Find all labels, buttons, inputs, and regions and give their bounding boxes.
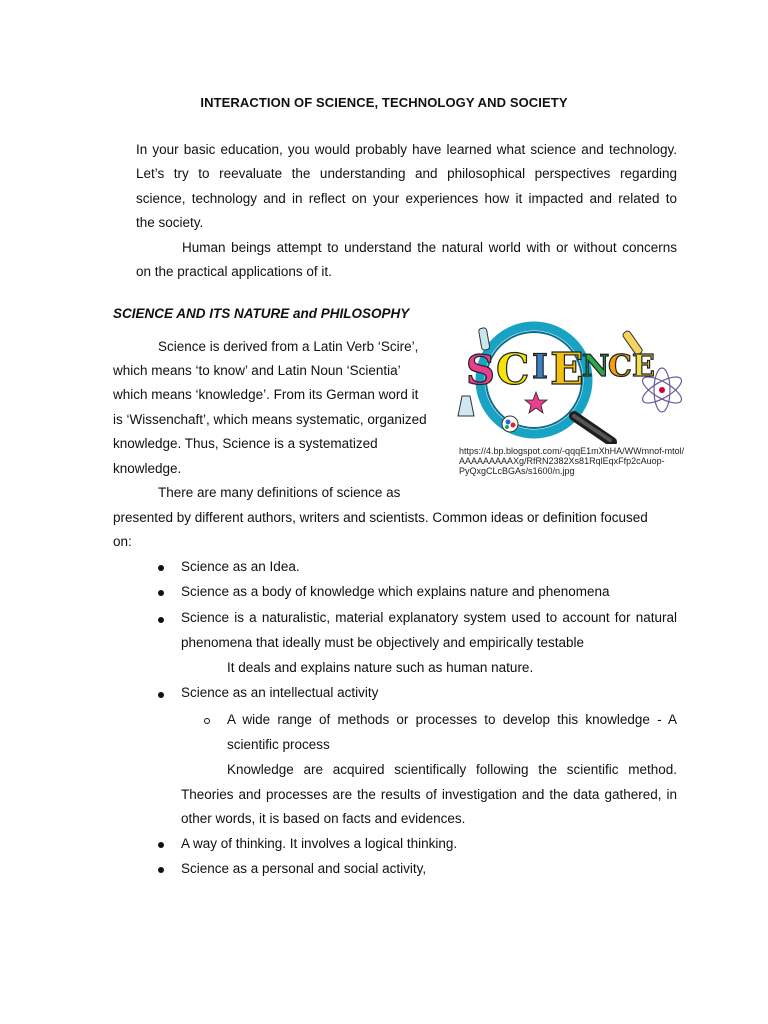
definition-line-3: which means ‘knowledge’. From its German word it	[113, 387, 419, 402]
science-logo-graphic	[452, 318, 692, 444]
science-illustration	[452, 318, 692, 444]
bullet-dot	[158, 617, 164, 623]
bullet-dot	[158, 867, 164, 873]
intro-line-5: Human beings attempt to understand the natural world with or without concerns	[182, 240, 677, 255]
credit-line-1: https://4.bp.blogspot.com/-qqqE1mXhHA/WWmnof-mtol/	[459, 446, 685, 456]
bullet-2: Science as a body of knowledge which explains nature and phenomena	[181, 584, 610, 599]
definition-line-9: on:	[113, 534, 132, 549]
definition-line-5: knowledge. Thus, Science is a systematized	[113, 436, 378, 451]
bullet-1: Science as an Idea.	[181, 559, 300, 574]
document-title: INTERACTION OF SCIENCE, TECHNOLOGY AND SOCIETY	[200, 95, 568, 110]
credit-line-3: PyQxgCLcBGAs/s1600/n.jpg	[459, 466, 575, 476]
sub-bullet-line-2: scientific process	[227, 737, 330, 752]
sub-note-line-3: other words, it is based on facts and evidences.	[181, 811, 466, 826]
definition-line-1: Science is derived from a Latin Verb ‘Scire’,	[158, 339, 419, 354]
sub-note-line-1: Knowledge are acquired scientifically following the scientific method.	[227, 762, 677, 777]
section-heading: SCIENCE AND ITS NATURE and PHILOSOPHY	[113, 306, 410, 321]
sub-note-line-2: Theories and processes are the results of investigation and the data gathered, in	[181, 787, 677, 802]
bullet-5: A way of thinking. It involves a logical thinking.	[181, 836, 458, 851]
image-credit	[459, 446, 684, 476]
svg-text:E: E	[632, 349, 655, 384]
definition-line-6: knowledge.	[113, 461, 182, 476]
intro-line-4: the society.	[136, 215, 204, 230]
definition-line-2: which means ‘to know’ and Latin Noun ‘Scientia’	[113, 363, 401, 378]
bullet-3-note: It deals and explains nature such as human nature.	[227, 660, 534, 675]
sub-bullet-line-1: A wide range of methods or processes to develop this knowledge - A	[227, 712, 677, 727]
bullet-6: Science as a personal and social activity,	[181, 861, 427, 876]
science-lettering	[466, 344, 655, 395]
intro-line-2: Let’s try to reevaluate the understanding and philosophical perspectives regarding	[136, 166, 677, 181]
intro-line-6: on the practical applications of it.	[136, 264, 332, 279]
bullet-dot	[158, 590, 164, 596]
bullet-3-line-1: Science is a naturalistic, material explanatory system used to account for natural	[181, 610, 677, 625]
credit-line-2: AAAAAAAAAXg/RfRN2382Xs81RqlEqxFfp2cAuop-	[459, 456, 665, 466]
bullet-3-line-2: phenomena that ideally must be objectively and empirically testable	[181, 635, 584, 650]
star-icon	[525, 392, 547, 413]
beaker-icon	[458, 396, 474, 416]
svg-text:I: I	[532, 347, 548, 387]
svg-text:E: E	[550, 344, 584, 395]
definition-line-4: is ‘Wissenchaft’, which means systematic, organized	[113, 412, 427, 427]
svg-text:S: S	[466, 347, 495, 394]
bullet-dot	[158, 692, 164, 698]
bullet-dot	[158, 842, 164, 848]
definition-line-8: presented by different authors, writers and scientists. Common ideas or definition focused	[113, 510, 648, 525]
svg-text:C: C	[496, 345, 530, 394]
svg-text:N: N	[582, 349, 610, 384]
intro-line-1: In your basic education, you would probably have learned what science and technology.	[136, 142, 677, 157]
definition-line-7: There are many definitions of science as	[158, 485, 401, 500]
bullet-dot	[158, 565, 164, 571]
molecule-icon	[502, 416, 518, 432]
bullet-4: Science as an intellectual activity	[181, 685, 379, 700]
svg-text:C: C	[608, 349, 632, 384]
sub-bullet-circle	[204, 718, 210, 724]
intro-line-3: science, technology and in reflect on your experiences how it impacted and related to	[136, 191, 677, 206]
